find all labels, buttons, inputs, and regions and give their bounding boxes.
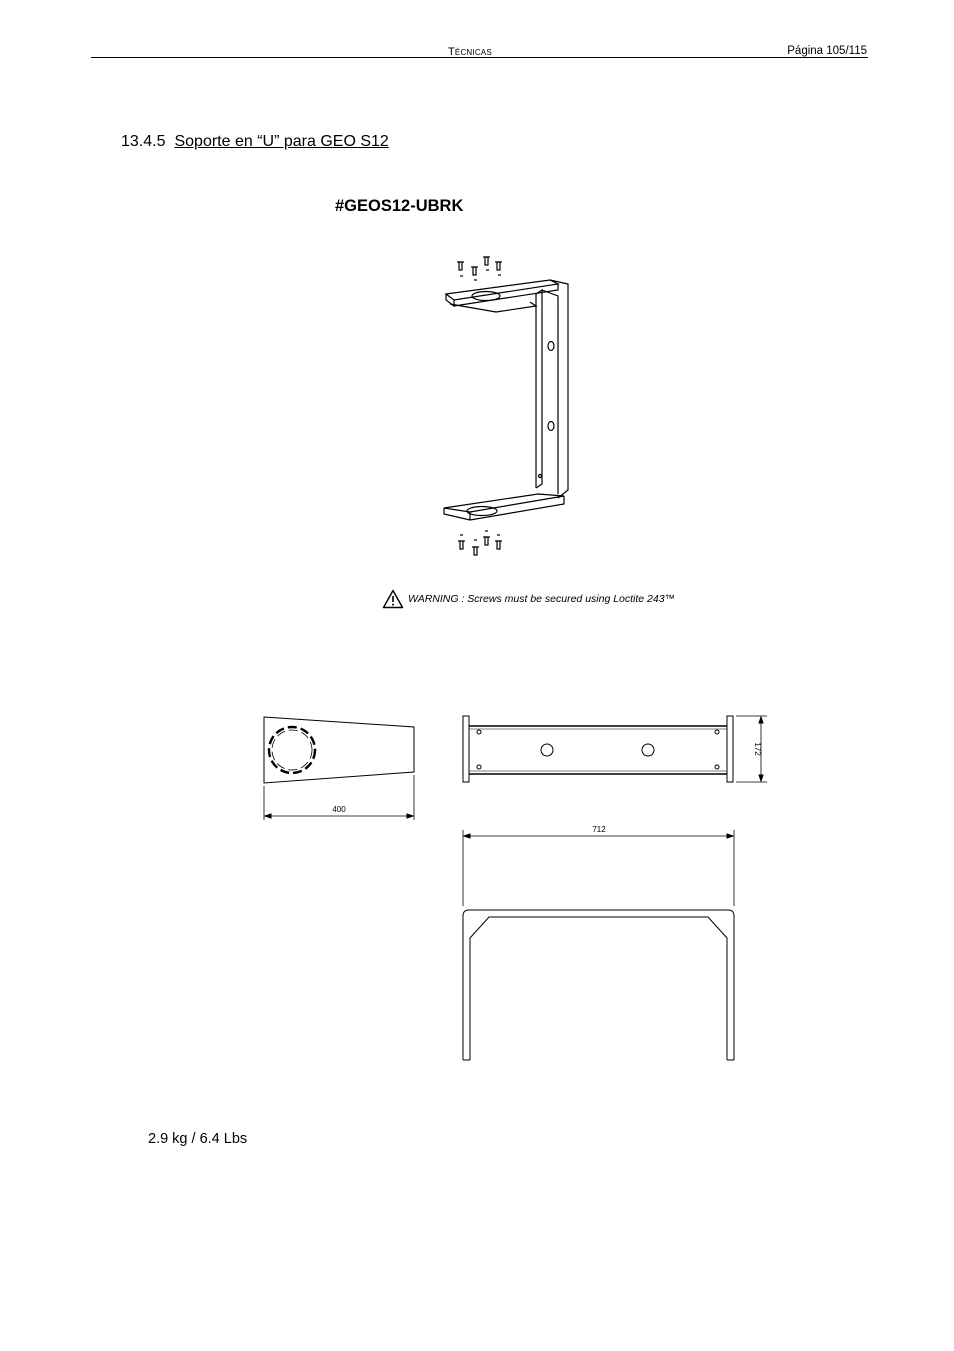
product-weight: 2.9 kg / 6.4 Lbs [148, 1131, 248, 1147]
front-view-drawing [455, 712, 775, 790]
side-view-drawing [255, 710, 425, 825]
top-screws-icon [457, 257, 502, 280]
section-title: Soporte en “U” para GEO S12 [174, 133, 389, 150]
bracket-isometric-drawing [430, 250, 590, 560]
warning-notice [382, 588, 682, 610]
section-heading [121, 133, 389, 151]
header-divider [91, 57, 868, 58]
warning-triangle-icon [382, 589, 404, 609]
page-number: Página 105/115 [787, 45, 867, 57]
section-number: 13.4.5 [121, 133, 166, 150]
side-width-label: 400 [332, 805, 346, 814]
header-section-title: Técnicas [448, 46, 492, 58]
warning-text: WARNING : Screws must be secured using Loctite 243™ [408, 593, 676, 605]
top-width-label: 712 [592, 825, 606, 834]
product-code: #GEOS12-UBRK [335, 197, 464, 215]
front-height-label: 172 [753, 742, 762, 756]
bottom-screws-icon [458, 531, 502, 555]
top-view-drawing [455, 820, 745, 1070]
